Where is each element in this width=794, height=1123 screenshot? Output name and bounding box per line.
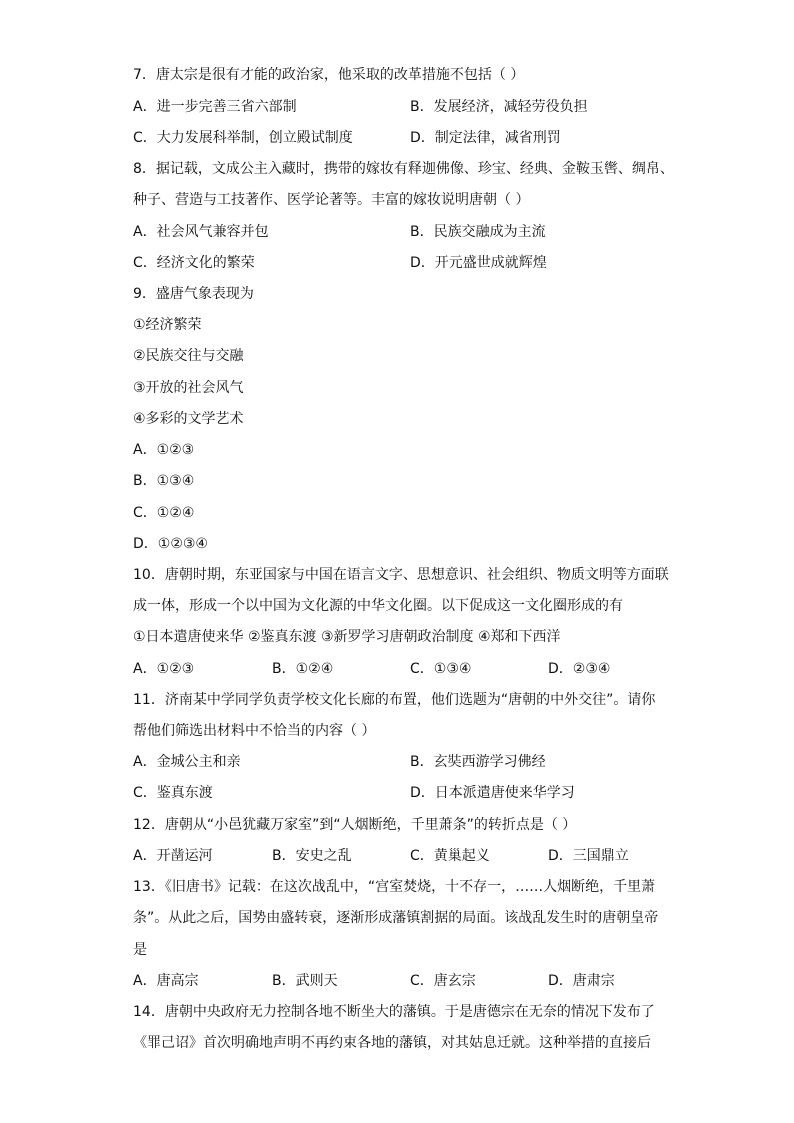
q9-item: ④多彩的文学艺术: [133, 411, 244, 427]
q12-option-c: C．黄巢起义: [410, 848, 490, 864]
q10-option-a: A．①②③: [133, 661, 195, 677]
q13-option-c: C．唐玄宗: [410, 973, 476, 989]
q10-stem-line1: 10．唐朝时期，东亚国家与中国在语言文字、思想意识、社会组织、物质文明等方面联: [133, 567, 669, 583]
q8-option-d: D．开元盛世成就辉煌: [410, 255, 547, 271]
q10-items: ①日本遣唐使来华 ②鉴真东渡 ③新罗学习唐朝政治制度 ④郑和下西洋: [133, 629, 561, 645]
q11-option-a: A．金城公主和亲: [133, 754, 241, 770]
q8-option-c: C．经济文化的繁荣: [133, 255, 255, 271]
q7-stem: 7．唐太宗是很有才能的政治家，他采取的改革措施不包括（ ）: [133, 67, 525, 83]
q11-stem-line2: 帮他们筛选出材料中不恰当的内容（ ）: [133, 723, 376, 739]
q11-option-b: B．玄奘西游学习佛经: [410, 754, 546, 770]
q7-option-b: B．发展经济，减轻劳役负担: [410, 99, 588, 115]
q7-option-d: D．制定法律，减省刑罚: [410, 130, 561, 146]
q7-option-a: A．进一步完善三省六部制: [133, 99, 297, 115]
q11-option-c: C．鉴真东渡: [133, 785, 213, 801]
q8-stem-line2: 种子、营造与工技著作、医学论著等。丰富的嫁妆说明唐朝（ ）: [133, 192, 530, 208]
q13-option-b: B．武则天: [272, 973, 338, 989]
q9-option-c: C．①②④: [133, 505, 195, 521]
q10-option-b: B．①②④: [272, 661, 334, 677]
q14-stem-line1: 14．唐朝中央政府无力控制各地不断坐大的藩镇。于是唐德宗在无奈的情况下发布了: [133, 1004, 655, 1020]
q12-option-b: B．安史之乱: [272, 848, 352, 864]
q8-option-a: A．社会风气兼容并包: [133, 224, 269, 240]
q10-option-d: D．②③④: [548, 661, 611, 677]
q9-stem: 9．盛唐气象表现为: [133, 286, 254, 302]
q12-option-d: D．三国鼎立: [548, 848, 629, 864]
q13-stem-line1: 13．《旧唐书》记载：在这次战乱中，“宫室焚烧，十不存一，……人烟断绝，千里萧: [133, 879, 656, 895]
q9-item: ③开放的社会风气: [133, 380, 244, 396]
q12-stem: 12．唐朝从“小邑犹藏万家室”到“人烟断绝，千里萧条”的转折点是（ ）: [133, 817, 577, 833]
q9-option-a: A．①②③: [133, 442, 195, 458]
q9-item: ①经济繁荣: [133, 317, 202, 333]
q12-option-a: A．开凿运河: [133, 848, 213, 864]
q10-stem-line2: 成一体，形成一个以中国为文化源的中华文化圈。以下促成这一文化圈形成的有: [133, 598, 623, 614]
q7-option-c: C．大力发展科举制，创立殿试制度: [133, 130, 353, 146]
q11-option-d: D．日本派遣唐使来华学习: [410, 785, 575, 801]
q13-stem-line2: 条”。从此之后，国势由盛转衰，逐渐形成藩镇割据的局面。该战乱发生时的唐朝皇帝: [133, 910, 659, 926]
q14-stem-line2: 《罪己诏》首次明确地声明不再约束各地的藩镇，对其姑息迁就。这种举措的直接后: [133, 1035, 651, 1051]
q10-option-c: C．①③④: [410, 661, 472, 677]
q9-item: ②民族交往与交融: [133, 348, 244, 364]
q9-option-b: B．①③④: [133, 473, 195, 489]
q9-option-d: D．①②③④: [133, 536, 208, 552]
q11-stem-line1: 11．济南某中学同学负责学校文化长廊的布置，他们选题为“唐朝的中外交往”。请你: [133, 692, 656, 708]
q8-option-b: B．民族交融成为主流: [410, 224, 546, 240]
q13-option-a: A．唐高宗: [133, 973, 199, 989]
q8-stem-line1: 8．据记载，文成公主入藏时，携带的嫁妆有释迦佛像、珍宝、经典、金鞍玉辔、绸帛、: [133, 161, 674, 177]
q13-option-d: D．唐肃宗: [548, 973, 615, 989]
q13-stem-line3: 是: [133, 942, 147, 958]
